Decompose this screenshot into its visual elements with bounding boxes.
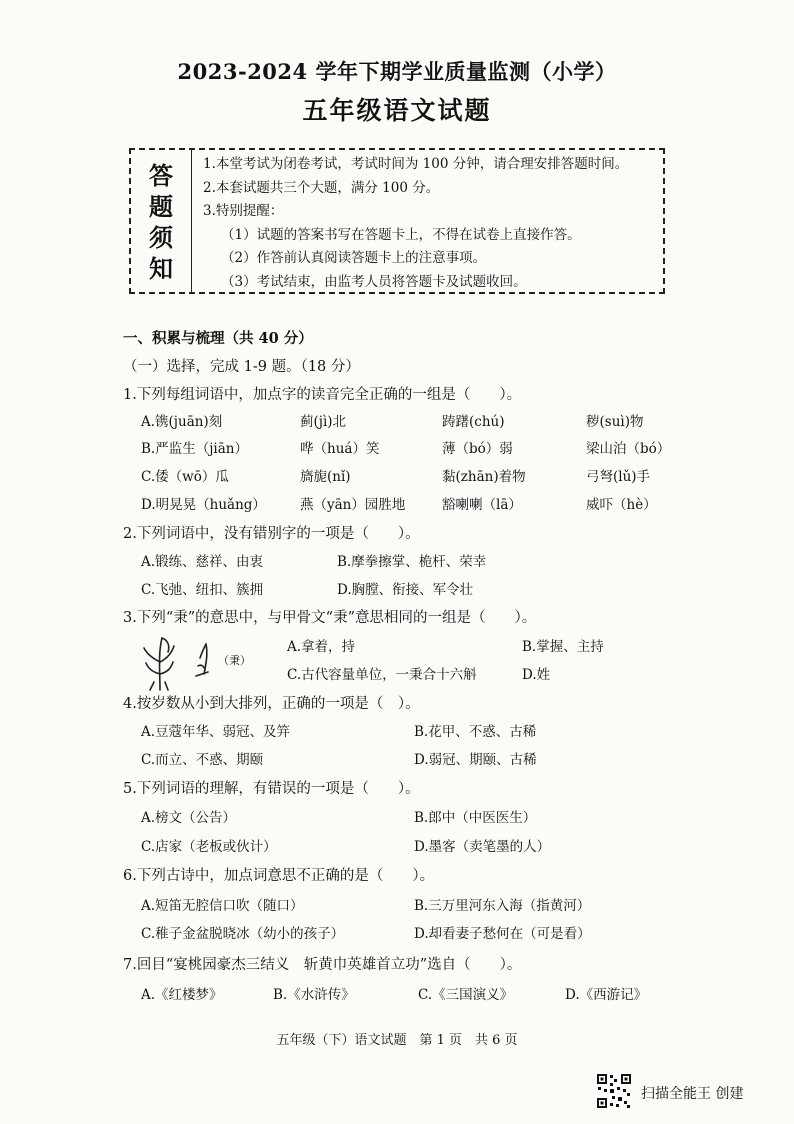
- q1-option: 踌躇(chú): [442, 414, 505, 430]
- instructions-label-char: 知: [149, 254, 173, 283]
- exam-subtitle: 五年级语文试题: [302, 96, 492, 125]
- q7-option: C.《三国演义》: [418, 987, 514, 1003]
- instruction-line: 1.本堂考试为闭卷考试，考试时间为 100 分钟，请合理安排答题时间。: [203, 156, 629, 172]
- q4-option: C.而立、不惑、期颐: [141, 752, 264, 768]
- q2-option: B.摩拳擦掌、桅杆、荣幸: [337, 554, 487, 570]
- instruction-line: （2）作答前认真阅读答题卡上的注意事项。: [221, 250, 487, 266]
- q1-option: 梁山泊（bó）: [586, 441, 671, 457]
- instructions-label-char: 答: [149, 161, 173, 190]
- q5-option: B.郎中（中医医生）: [414, 810, 537, 826]
- q3-option: C.古代容量单位，一秉合十六斛: [287, 667, 477, 683]
- question-3-stem: 3.下列“秉”的意思中，与甲骨文“秉”意思相同的一组是（ ）。: [123, 610, 537, 626]
- q3-option: B.掌握、主持: [522, 639, 604, 655]
- q1-option: C.倭（wō）瓜: [141, 469, 229, 485]
- instructions-box: [129, 148, 665, 294]
- section-title: 一、积累与梳理（共 40 分）: [123, 330, 313, 347]
- q1-option: 威吓（hè）: [586, 497, 657, 513]
- q1-option: 蓟(jì)北: [300, 414, 347, 430]
- question-4-stem: 4.按岁数从小到大排列，正确的一项是（ ）。: [123, 696, 420, 712]
- qr-code-icon: [596, 1073, 632, 1109]
- q6-option: D.却看妻子愁何在（可是看）: [414, 926, 591, 942]
- page-footer: 五年级（下）语文试题 第 1 页 共 6 页: [276, 1033, 518, 1048]
- instructions-list: [203, 153, 628, 294]
- q7-option: A.《红楼梦》: [141, 987, 223, 1003]
- instructions-label: [131, 150, 192, 292]
- q3-option: D.姓: [522, 667, 551, 683]
- question-7-stem: 7.回目“宴桃园豪杰三结义 斩黄巾英雄首立功”选自（ ）。: [123, 957, 522, 973]
- q1-option: 黏(zhān)着物: [442, 469, 526, 485]
- q2-option: A.锻练、慈祥、由衷: [141, 554, 264, 570]
- q5-option: A.榜文（公告）: [141, 810, 237, 826]
- instruction-line: （1）试题的答案书写在答题卡上，不得在试卷上直接作答。: [221, 226, 581, 243]
- subsection-title: （一）选择，完成 1-9 题。（18 分）: [123, 359, 360, 375]
- q1-option: 秽(suì)物: [586, 414, 644, 430]
- q1-option: 弓弩(lǔ)手: [586, 469, 651, 485]
- q5-option: C.店家（老板或伙计）: [141, 839, 277, 855]
- q4-option: B.花甲、不惑、古稀: [414, 724, 537, 740]
- q1-option: 哗（huá）笑: [300, 441, 380, 457]
- scanner-watermark: 扫描全能王 创建: [641, 1086, 744, 1102]
- instructions-label-char: 题: [149, 192, 173, 221]
- q1-option: A.镌(juān)刻: [141, 414, 223, 430]
- q3-option: A.拿着，持: [287, 639, 356, 655]
- q7-option: D.《西游记》: [565, 987, 648, 1003]
- q7-option: B.《水浒传》: [273, 987, 355, 1003]
- oracle-bone-glyph: [138, 632, 251, 692]
- question-6-stem: 6.下列古诗中，加点词意思不正确的是（ ）。: [123, 868, 435, 884]
- q1-option: 旖旎(nǐ): [300, 469, 351, 485]
- instruction-line: （3）考试结束，由监考人员将答题卡及试题收回。: [221, 273, 527, 290]
- exam-title: 2023-2024 学年下期学业质量监测（小学）: [177, 59, 617, 84]
- q2-option: C.飞弛、纽扣、簇拥: [141, 582, 264, 598]
- q1-option: 薄（bó）弱: [442, 441, 513, 457]
- question-2-stem: 2.下列词语中，没有错别字的一项是（ ）。: [123, 526, 420, 542]
- q6-option: B.三万里河东入海（指黄河）: [414, 898, 591, 914]
- q6-option: A.短笛无腔信口吹（随口）: [141, 898, 304, 914]
- q1-option: 燕（yān）园胜地: [300, 497, 406, 513]
- glyph-label: （秉）: [218, 654, 251, 667]
- q1-option: B.严监生（jiān）: [141, 441, 248, 457]
- q1-option: 豁喇喇（lā）: [442, 497, 522, 513]
- instructions-label-char: 须: [149, 223, 173, 252]
- q6-option: C.稚子金盆脱晓冰（幼小的孩子）: [141, 926, 345, 942]
- q5-option: D.墨客（卖笔墨的人）: [414, 839, 551, 855]
- question-1-stem: 1.下列每组词语中，加点字的读音完全正确的一组是（ ）。: [123, 387, 522, 403]
- q1-option: D.明晃晃（huǎng）: [141, 497, 266, 513]
- instruction-line: 2.本套试题共三个大题，满分 100 分。: [203, 179, 440, 196]
- q2-option: D.胸膛、衔接、军令壮: [337, 582, 474, 598]
- question-5-stem: 5.下列词语的理解，有错误的一项是（ ）。: [123, 781, 420, 797]
- q4-option: D.弱冠、期颐、古稀: [414, 752, 537, 768]
- q4-option: A.豆蔻年华、弱冠、及笄: [141, 724, 291, 740]
- instruction-line: 3.特别提醒：: [203, 203, 284, 219]
